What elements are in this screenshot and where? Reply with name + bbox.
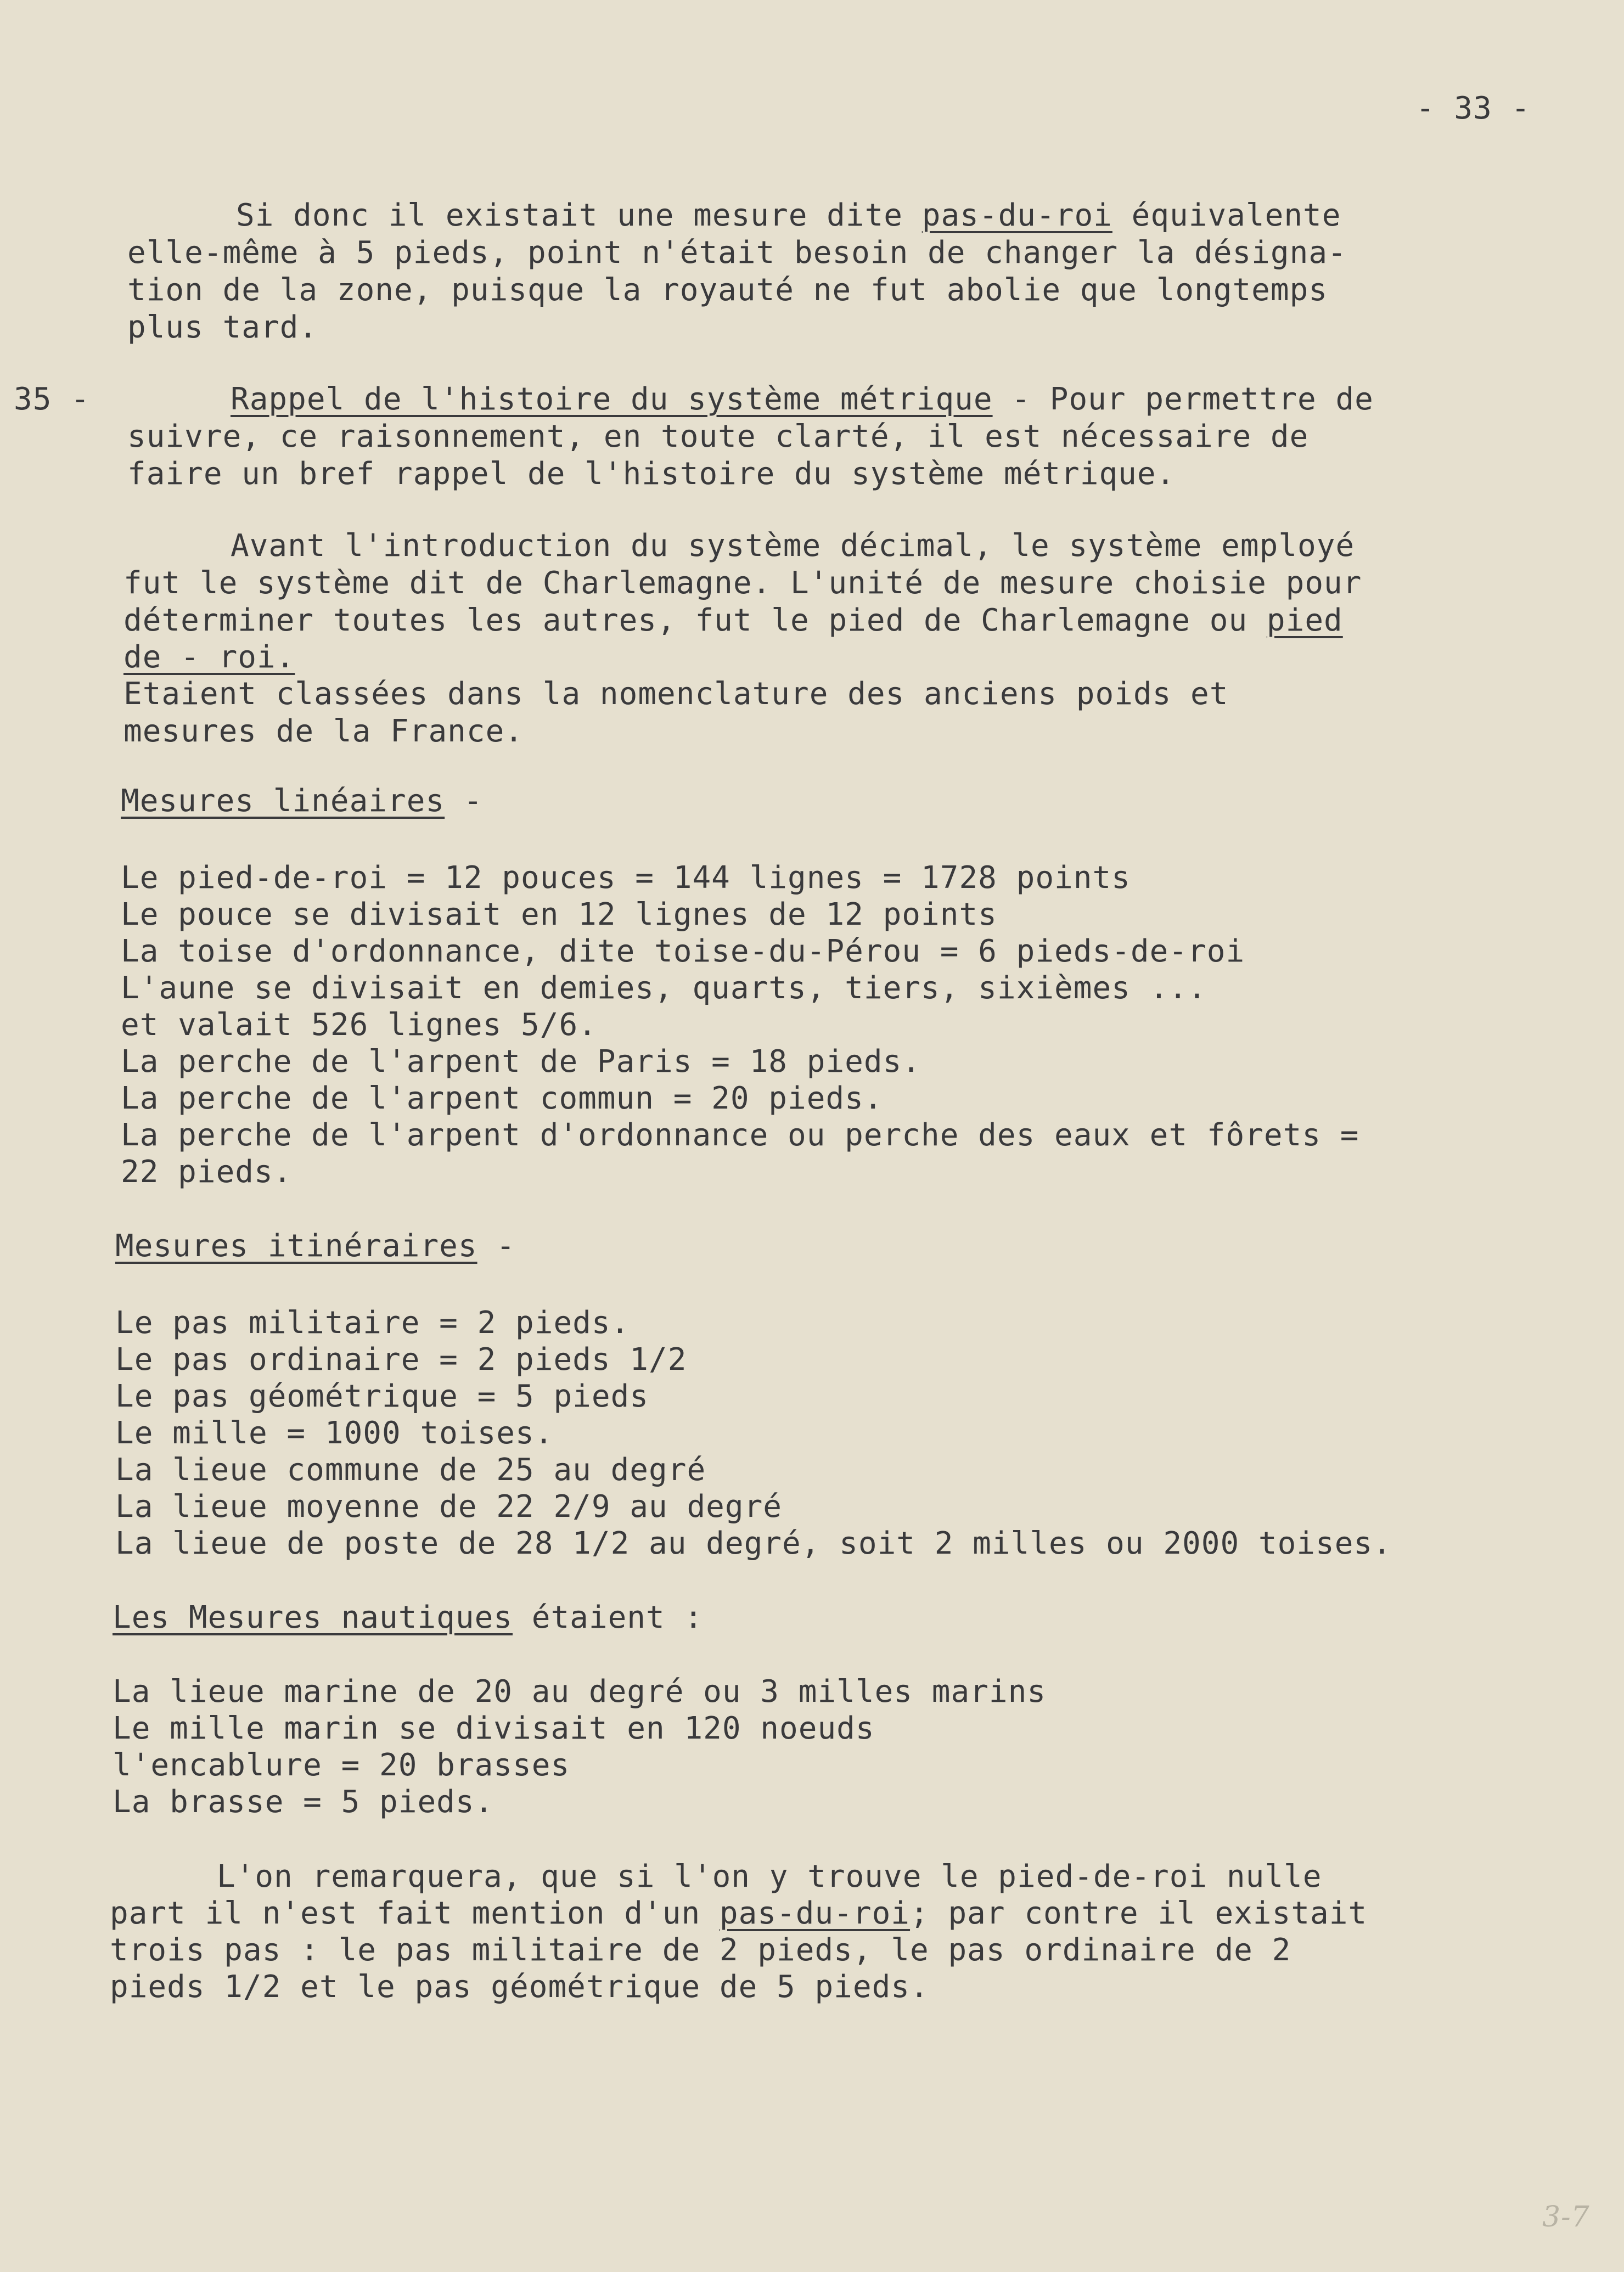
nautiques-line-3: l'encablure = 20 brasses [113, 1747, 570, 1783]
heading-tail: étaient : [513, 1600, 704, 1635]
final-paragraph-line-1: L'on remarquera, que si l'on y trouve le pied-de-roi nulle [217, 1859, 1322, 1894]
paragraph-1-line-3: tion de la zone, puisque la royauté ne fut abolie que longtemps [127, 272, 1328, 308]
margin-marker: 35 - [14, 381, 90, 417]
paragraph-3-line-6: mesures de la France. [123, 713, 524, 749]
itineraires-line-1: Le pas militaire = 2 pieds. [115, 1305, 630, 1341]
paragraph-3-line-5: Etaient classées dans la nomenclature des anciens poids et [123, 676, 1229, 712]
paragraph-3-line-2: fut le système dit de Charlemagne. L'unité de mesure choisie pour [123, 565, 1362, 601]
paragraph-1-line-2: elle-même à 5 pieds, point n'était besoin de changer la désigna- [127, 235, 1347, 271]
itineraires-line-7: La lieue de poste de 28 1/2 au degré, soit 2 milles ou 2000 toises. [115, 1526, 1392, 1561]
heading-text: Les Mesures nautiques [113, 1600, 513, 1635]
lineaires-line-2: Le pouce se divisait en 12 lignes de 12 points [121, 897, 997, 932]
pencil-corner-note: 3-7 [1542, 2201, 1590, 2234]
itineraires-line-2: Le pas ordinaire = 2 pieds 1/2 [115, 1342, 687, 1377]
heading-text: Mesures itinéraires [115, 1228, 477, 1264]
text-run: ; par contre il existait [910, 1896, 1368, 1931]
paragraph-2-line-1 [231, 381, 1374, 417]
page-number: - 33 - [1416, 91, 1531, 126]
itineraires-line-6: La lieue moyenne de 22 2/9 au degré [115, 1489, 783, 1525]
underlined-term-pas-du-roi: pas-du-roi [921, 198, 1112, 233]
text-run: Si donc il existait une mesure dite [236, 198, 922, 233]
paragraph-3-line-1: Avant l'introduction du système décimal, le système employé [231, 528, 1355, 564]
lineaires-line-8: La perche de l'arpent d'ordonnance ou perche des eaux et fôrets = [121, 1117, 1359, 1153]
paragraph-3-line-3 [123, 605, 1343, 636]
paragraph-2-line-3: faire un bref rappel de l'histoire du système métrique. [127, 456, 1176, 492]
lineaires-line-9: 22 pieds. [121, 1154, 293, 1190]
itineraires-line-4: Le mille = 1000 toises. [115, 1415, 554, 1451]
paragraph-2-line-2: suivre, ce raisonnement, en toute clarté, il est nécessaire de [127, 419, 1309, 454]
itineraires-line-3: Le pas géométrique = 5 pieds [115, 1379, 649, 1414]
lineaires-line-5: et valait 526 lignes 5/6. [121, 1007, 597, 1043]
final-paragraph-line-3: trois pas : le pas militaire de 2 pieds, le pas ordinaire de 2 [110, 1932, 1291, 1968]
underlined-term-pied: pied [1266, 603, 1343, 638]
itineraires-line-5: La lieue commune de 25 au degré [115, 1452, 706, 1488]
lineaires-line-3: La toise d'ordonnance, dite toise-du-Pérou = 6 pieds-de-roi [121, 933, 1245, 969]
heading-text: Mesures linéaires [121, 783, 445, 819]
heading-dash: - [477, 1228, 516, 1264]
paragraph-1-line-4: plus tard. [127, 310, 318, 345]
final-paragraph-line-2 [110, 1898, 1367, 1929]
text-run: part il n'est fait mention d'un [110, 1896, 720, 1931]
paragraph-3-line-4: de - roi. [123, 639, 295, 675]
heading-mesures-lineaires [121, 783, 483, 819]
lineaires-line-1: Le pied-de-roi = 12 pouces = 144 lignes = 1728 points [121, 860, 1131, 896]
text-run: déterminer toutes les autres, fut le pied de Charlemagne ou [123, 603, 1267, 638]
final-paragraph-line-4: pieds 1/2 et le pas géométrique de 5 pieds. [110, 1969, 929, 2005]
underlined-term-pas-du-roi: pas-du-roi [719, 1896, 911, 1931]
heading-dash: - [445, 783, 483, 819]
lineaires-line-6: La perche de l'arpent de Paris = 18 pieds. [121, 1044, 921, 1079]
heading-mesures-itineraires [115, 1228, 516, 1264]
text-run: - Pour permettre de [992, 381, 1374, 417]
nautiques-line-2: Le mille marin se divisait en 120 noeuds [113, 1711, 875, 1746]
paragraph-1-line-1 [236, 200, 1341, 231]
text-run: équivalente [1112, 198, 1341, 233]
heading-mesures-nautiques [113, 1602, 703, 1633]
lineaires-line-7: La perche de l'arpent commun = 20 pieds. [121, 1081, 883, 1116]
lineaires-line-4: L'aune se divisait en demies, quarts, tiers, sixièmes ... [121, 970, 1207, 1006]
section-title-rappel: Rappel de l'histoire du système métrique [231, 381, 993, 417]
nautiques-line-4: La brasse = 5 pieds. [113, 1784, 494, 1820]
nautiques-line-1: La lieue marine de 20 au degré ou 3 milles marins [113, 1674, 1047, 1709]
